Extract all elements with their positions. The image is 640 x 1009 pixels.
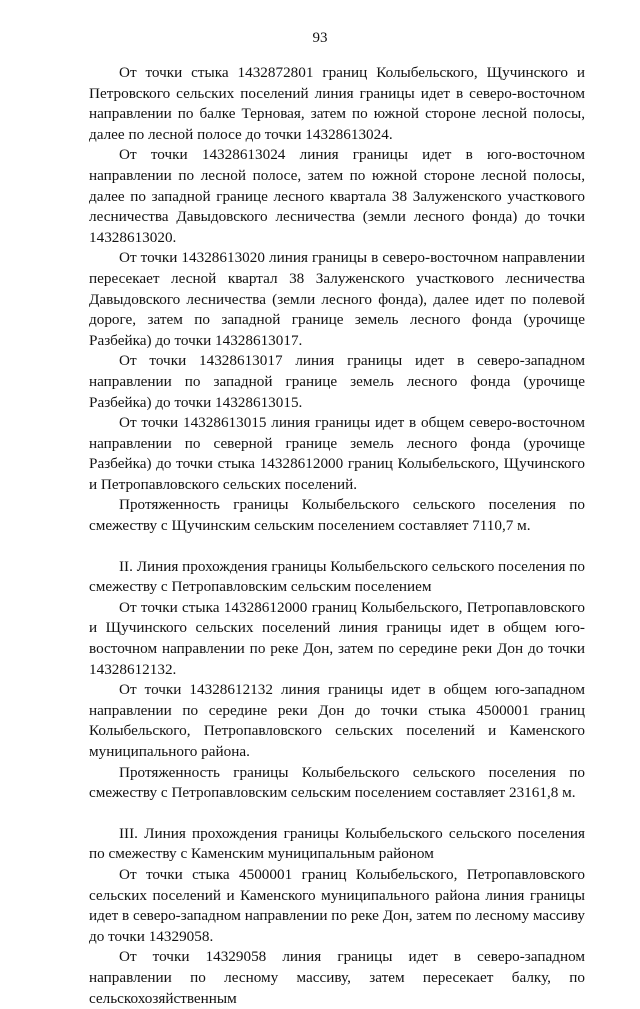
document-body: [89, 63, 585, 1009]
paragraph: От точки 14328612132 линия границы идет в общем юго-западном направлении по середине реки Дон до точки стыка 4500001 границ Колыбельского, Петропавловского сельских поселений и Каменского муниципального района.: [89, 681, 585, 760]
section-heading: III. Линия прохождения границы Колыбельского сельского поселения по смежеству с Каменским муниципальным районом: [89, 824, 585, 863]
paragraph: Протяженность границы Колыбельского сельского поселения по смежеству с Петропавловским сельским поселением составляет 23161,8 м.: [89, 763, 585, 802]
section-heading: II. Линия прохождения границы Колыбельского сельского поселения по смежеству с Петропавловским сельским поселением: [89, 557, 585, 596]
paragraph: От точки 14328613020 линия границы в северо-восточном направлении пересекает лесной квартал 38 Залуженского участкового лесничества Давыдовского лесничества (земли лесного фонда), далее идет по полевой дороге, затем по западной границе земель лесного фонда (урочище Разбейка) до точки 14328613017.: [89, 249, 585, 349]
paragraph: От точки 14328613017 линия границы идет в северо-западном направлении по западной границе земель лесного фонда (урочище Разбейка) до точки 14328613015.: [89, 352, 585, 411]
paragraph: Протяженность границы Колыбельского сельского поселения по смежеству с Щучинским сельским поселением составляет 7110,7 м.: [89, 496, 585, 535]
paragraph: От точки стыка 4500001 границ Колыбельского, Петропавловского сельских поселений и Каменского муниципального района линия границы идет в северо-западном направлении по реке Дон, затем по лесному массиву до точки 14329058.: [89, 865, 586, 945]
page-number: 93: [312, 30, 328, 46]
paragraph: От точки 14328613015 линия границы идет в общем северо-восточном направлении по северной границе земель лесного фонда (урочище Разбейка) до точки стыка 14328612000 границ Колыбельского, Щучинского и Петропавловского сельских поселений.: [89, 414, 585, 493]
paragraph: От точки 14328613024 линия границы идет в юго-восточном направлении по лесной полосе, затем по южной стороне лесной полосы, далее по западной границе лесного квартала 38 Залуженского участкового лесничества Давыдовского лесничества (земли лесного фонда) до точки 14328613020.: [89, 146, 585, 246]
paragraph: От точки стыка 14328612000 границ Колыбельского, Петропавловского и Щучинского сельских поселений линия границы идет в общем юго-восточном направлении по реке Дон, затем по середине реки Дон до точки 14328612132.: [89, 598, 585, 678]
paragraph: От точки стыка 1432872801 границ Колыбельского, Щучинского и Петровского сельских поселений линия границы идет в северо-восточном направлении по балке Терновая, затем по южной стороне лесной полосы, далее по лесной полосе до точки 14328613024.: [89, 64, 585, 143]
paragraph: От точки 14329058 линия границы идет в северо-западном направлении по лесному массиву, затем пересекает балку, по сельскохозяйственным: [89, 948, 585, 1007]
